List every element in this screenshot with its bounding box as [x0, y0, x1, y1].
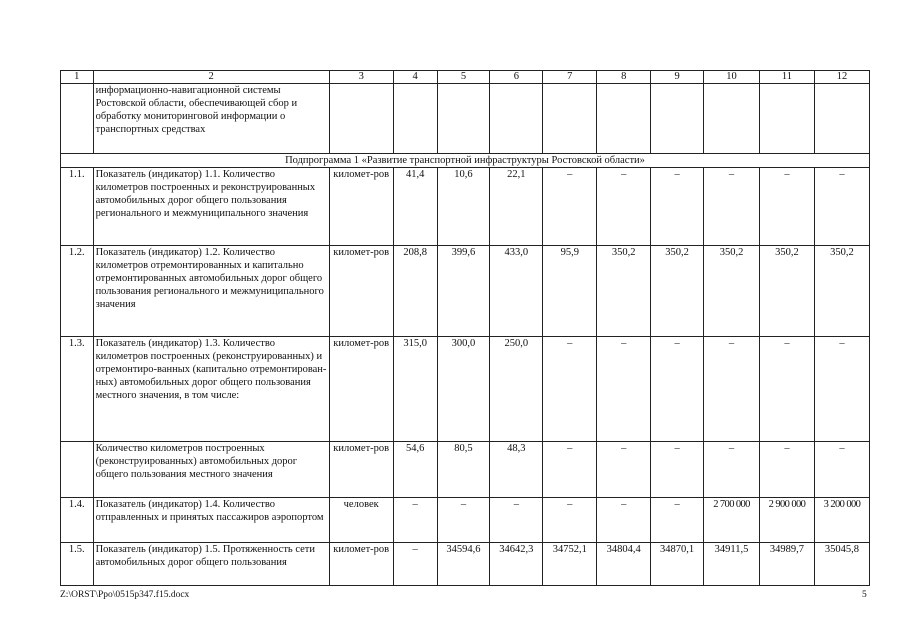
- row-value: 2 700 000: [704, 498, 760, 543]
- row-value: 350,2: [597, 246, 651, 337]
- row-value: –: [651, 442, 704, 498]
- row-value: –: [651, 337, 704, 442]
- row-value: 34989,7: [760, 543, 815, 586]
- table-row: [61, 543, 870, 586]
- row-value: 350,2: [704, 246, 760, 337]
- row-value: –: [597, 168, 651, 246]
- row-value: 34752,1: [543, 543, 597, 586]
- row-value: 350,2: [651, 246, 704, 337]
- row-value: –: [393, 543, 437, 586]
- row-unit: человек: [329, 498, 393, 543]
- row-value: –: [543, 498, 597, 543]
- row-value: 22,1: [490, 168, 543, 246]
- row-value: 300,0: [437, 337, 490, 442]
- file-path: Z:\ORST\Ppo\0515p347.f15.docx: [60, 590, 190, 600]
- row-number: 1.1.: [61, 168, 94, 246]
- row-value: –: [704, 442, 760, 498]
- table-row: [61, 498, 870, 543]
- row-value: –: [490, 498, 543, 543]
- header-cell-6: 6: [490, 71, 543, 84]
- row-value: 41,4: [393, 168, 437, 246]
- header-cell-1: 1: [61, 71, 94, 84]
- row-value: –: [651, 498, 704, 543]
- row-value: 34911,5: [704, 543, 760, 586]
- row-value: –: [814, 168, 869, 246]
- header-cell-9: 9: [651, 71, 704, 84]
- row-unit: километ-ров: [329, 442, 393, 498]
- row-text: Показатель (индикатор) 1.1. Количество километров построенных и реконструированных автомобильных дорог общего пользования регионального и межмуниципального значения: [93, 168, 329, 246]
- row-value: 350,2: [814, 246, 869, 337]
- row-value: –: [543, 337, 597, 442]
- row-text: Показатель (индикатор) 1.4. Количество отправленных и принятых пассажиров аэропортом: [93, 498, 329, 543]
- table-row: [61, 246, 870, 337]
- row-value: –: [760, 337, 815, 442]
- continuation-row: [61, 84, 870, 154]
- header-cell-7: 7: [543, 71, 597, 84]
- row-text: Показатель (индикатор) 1.2. Количество километров отремонтированных и капитально отремонтированных автомобильных дорог общего пользования регионального и межмуниципального значения: [93, 246, 329, 337]
- row-number: [61, 442, 94, 498]
- table-row: [61, 168, 870, 246]
- row-value: –: [704, 168, 760, 246]
- header-cell-11: 11: [760, 71, 815, 84]
- row-value: –: [543, 442, 597, 498]
- header-cell-8: 8: [597, 71, 651, 84]
- row-value: 34870,1: [651, 543, 704, 586]
- row-value: 34594,6: [437, 543, 490, 586]
- indicators-table: [60, 70, 870, 586]
- row-value: –: [704, 337, 760, 442]
- header-cell-12: 12: [814, 71, 869, 84]
- row-value: 95,9: [543, 246, 597, 337]
- row-value: 35045,8: [814, 543, 869, 586]
- page-number: 5: [862, 590, 867, 600]
- row-value: 80,5: [437, 442, 490, 498]
- row-value: –: [814, 442, 869, 498]
- row-value: 34642,3: [490, 543, 543, 586]
- table-row: [61, 442, 870, 498]
- row-value: 208,8: [393, 246, 437, 337]
- row-text: Показатель (индикатор) 1.3. Количество километров построенных (реконструированных) и отремонтиро-ванных (капитально отремонтирован-ных) автомобильных дорог общего пользования местного значения, в том числе:: [93, 337, 329, 442]
- row-value: 350,2: [760, 246, 815, 337]
- row-value: –: [760, 168, 815, 246]
- row-unit: километ-ров: [329, 168, 393, 246]
- row-unit: километ-ров: [329, 246, 393, 337]
- row-value: 433,0: [490, 246, 543, 337]
- row-value: 34804,4: [597, 543, 651, 586]
- header-cell-2: 2: [93, 71, 329, 84]
- header-cell-5: 5: [437, 71, 490, 84]
- row-value: 399,6: [437, 246, 490, 337]
- row-value: –: [760, 442, 815, 498]
- row-text: Количество километров построенных (реконструированных) автомобильных дорог общего пользования местного значения: [93, 442, 329, 498]
- row-value: –: [814, 337, 869, 442]
- row-value: –: [597, 442, 651, 498]
- row-value: –: [597, 337, 651, 442]
- row-value: –: [597, 498, 651, 543]
- row-value: 54,6: [393, 442, 437, 498]
- header-cell-3: 3: [329, 71, 393, 84]
- row-value: 48,3: [490, 442, 543, 498]
- subprogram-row: [61, 154, 870, 168]
- row-number: 1.5.: [61, 543, 94, 586]
- row-text: Показатель (индикатор) 1.5. Протяженность сети автомобильных дорог общего пользования: [93, 543, 329, 586]
- header-row: [61, 71, 870, 84]
- row-unit: километ-ров: [329, 337, 393, 442]
- header-cell-4: 4: [393, 71, 437, 84]
- row-number: 1.4.: [61, 498, 94, 543]
- row-value: 2 900 000: [760, 498, 815, 543]
- row-unit: километ-ров: [329, 543, 393, 586]
- row-value: 10,6: [437, 168, 490, 246]
- row-value: 315,0: [393, 337, 437, 442]
- row-number: 1.3.: [61, 337, 94, 442]
- table-row: [61, 337, 870, 442]
- row-value: 3 200 000: [814, 498, 869, 543]
- continuation-text: информационно-навигационной системы Ростовской области, обеспечивающей сбор и обработку мониторинговой информации о транспортных средствах: [93, 84, 329, 154]
- row-number: 1.2.: [61, 246, 94, 337]
- header-cell-10: 10: [704, 71, 760, 84]
- row-value: –: [393, 498, 437, 543]
- row-value: 250,0: [490, 337, 543, 442]
- row-value: –: [651, 168, 704, 246]
- row-value: –: [543, 168, 597, 246]
- subprogram-title: Подпрограмма 1 «Развитие транспортной инфраструктуры Ростовской области»: [61, 154, 870, 168]
- row-value: –: [437, 498, 490, 543]
